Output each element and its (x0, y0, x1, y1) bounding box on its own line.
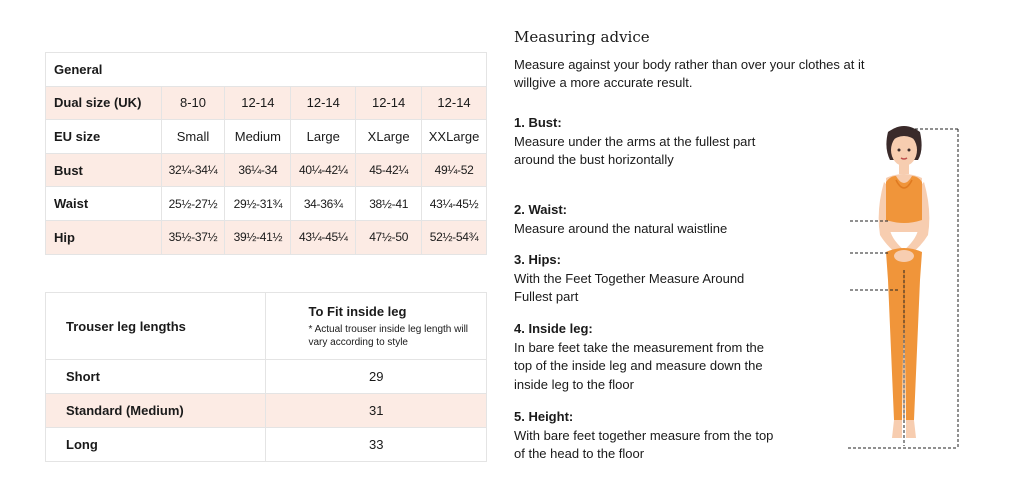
table-cell: XXLarge (422, 120, 487, 154)
table-cell: 43¼-45¼ (291, 220, 356, 254)
table-cell: 12-14 (356, 86, 422, 120)
table-cell: 32¼-34¼ (161, 153, 225, 187)
size-chart-table (45, 52, 487, 255)
row-label: EU size (46, 120, 162, 154)
general-header: General (46, 53, 487, 87)
table-cell: Medium (225, 120, 291, 154)
inside-leg-header (266, 293, 487, 360)
advice-title: Measuring advice (514, 28, 650, 46)
measuring-advice (514, 28, 894, 92)
inside-leg-title: To Fit inside leg (308, 303, 407, 319)
step-hips (514, 251, 774, 307)
row-label: Short (46, 360, 266, 394)
step-height (514, 408, 774, 464)
body-measurement-illustration (840, 120, 965, 455)
step-text: In bare feet take the measurement from the top of the inside leg and measure down the inside leg to the floor (514, 339, 765, 392)
step-bust (514, 114, 774, 170)
table-cell: 35½-37½ (161, 220, 225, 254)
step-title: 2. Waist: (514, 202, 567, 217)
table-cell: 45-42¼ (356, 153, 422, 187)
advice-intro: Measure against your body rather than over your clothes at it willgive a more accurate result. (514, 57, 865, 90)
table-cell: 29½-31¾ (225, 187, 291, 221)
row-label: Waist (46, 187, 162, 221)
table-cell: 39½-41½ (225, 220, 291, 254)
step-text: Measure under the arms at the fullest part around the bust horizontally (514, 133, 756, 167)
step-title: 3. Hips: (514, 252, 561, 267)
table-cell: 49¼-52 (422, 153, 487, 187)
table-cell: Small (161, 120, 225, 154)
row-label: Dual size (UK) (46, 86, 162, 120)
table-cell: 33 (266, 428, 487, 462)
trouser-leg-header: Trouser leg lengths (46, 293, 266, 360)
table-row (46, 428, 487, 462)
table-row (46, 293, 487, 360)
table-row (46, 187, 487, 221)
row-label: Standard (Medium) (46, 394, 266, 428)
inside-leg-note: * Actual trouser inside leg length will vary according to style (308, 323, 469, 348)
table-cell: 8-10 (161, 86, 225, 120)
step-text: With bare feet together measure from the top of the head to the floor (514, 427, 774, 461)
table-row (46, 394, 487, 428)
table-cell: 52½-54¾ (422, 220, 487, 254)
table-row (46, 86, 487, 120)
trouser-leg-table (45, 292, 487, 462)
table-cell: 12-14 (422, 86, 487, 120)
table-row (46, 360, 487, 394)
row-label: Long (46, 428, 266, 462)
step-title: 1. Bust: (514, 115, 562, 130)
step-inside-leg (514, 320, 774, 394)
table-cell: 40¼-42¼ (291, 153, 356, 187)
table-cell: 47½-50 (356, 220, 422, 254)
table-cell: 29 (266, 360, 487, 394)
table-cell: 43¼-45½ (422, 187, 487, 221)
table-row (46, 120, 487, 154)
step-title: 5. Height: (514, 409, 574, 424)
table-cell: 25½-27½ (161, 187, 225, 221)
table-cell: 12-14 (291, 86, 356, 120)
table-row (46, 153, 487, 187)
table-cell: 38½-41 (356, 187, 422, 221)
table-cell: Large (291, 120, 356, 154)
step-waist (514, 201, 774, 238)
table-row (46, 220, 487, 254)
table-row (46, 53, 487, 87)
table-cell: 12-14 (225, 86, 291, 120)
table-cell: XLarge (356, 120, 422, 154)
table-cell: 36¼-34 (225, 153, 291, 187)
step-text: With the Feet Together Measure Around Fullest part (514, 270, 745, 304)
row-label: Bust (46, 153, 162, 187)
table-cell: 34-36¾ (291, 187, 356, 221)
table-cell: 31 (266, 394, 487, 428)
step-title: 4. Inside leg: (514, 321, 593, 336)
row-label: Hip (46, 220, 162, 254)
step-text: Measure around the natural waistline (514, 220, 728, 236)
